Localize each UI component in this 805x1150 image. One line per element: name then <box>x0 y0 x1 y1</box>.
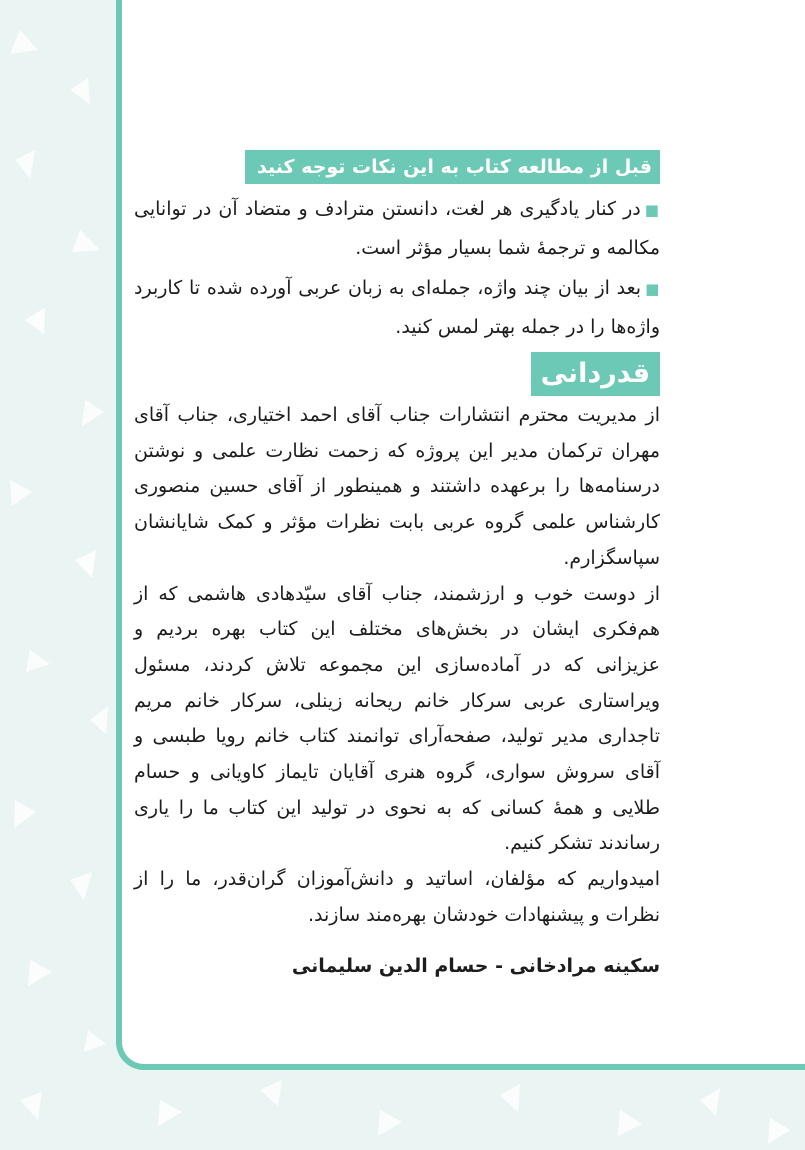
note-item <box>134 269 660 346</box>
note-item <box>134 190 660 267</box>
notes-heading: قبل از مطالعه کتاب به این نکات توجه کنید <box>245 150 660 184</box>
authors-signature: سکینه مرادخانی - حسام الدین سلیمانی <box>291 954 660 977</box>
thanks-paragraph: از دوست خوب و ارزشمند، جناب آقای سیّدهادی هاشمی که از هم‌فکری ایشان در بخش‌های مختلف این کتاب بهره بردیم و عزیزانی که در آماده‌سازی این مجموعه تلاش کردند، مسئول ویراستاری عربی سرکار خانم ریحانه زینلی، سرکار خانم مریم تاجداری مدیر تولید، صفحه‌آرای توانمند کتاب خانم رویا طبسی و آقای سروش سواری، گروه هنری آقایان تایماز کاویانی و حسام طلایی و همهٔ کسانی که به نحوی در تولید این کتاب ما را یاری رساندند تشکر کنیم. <box>134 582 660 855</box>
thanks-heading: قدردانی <box>531 352 660 396</box>
note-text: در کنار یادگیری هر لغت، دانستن مترادف و متضاد آن در توانایی مکالمه و ترجمهٔ شما بسیار مؤثر است. <box>134 198 660 259</box>
square-bullet-icon: ■ <box>644 201 660 219</box>
thanks-paragraph: امیدواریم که مؤلفان، اساتید و دانش‌آموزان گران‌قدر، ما را از نظرات و پیشنهادات خودشان بهره‌مند سازند. <box>134 868 660 926</box>
page-content <box>134 150 660 984</box>
square-bullet-icon: ■ <box>645 280 660 298</box>
thanks-paragraph: از مدیریت محترم انتشارات جناب آقای احمد اختیاری، جناب آقای مهران ترکمان مدیر این پروژه که زحمت نظارت علمی و نوشتن درسنامه‌ها را برعهده داشتند و همینطور از آقای حسین منصوری کارشناس علمی گروه عربی بابت نظرات مؤثر و کمک شایانشان سپاسگزارم. <box>134 404 660 569</box>
note-text: بعد از بیان چند واژه، جمله‌ای به زبان عربی آورده شده تا کاربرد واژه‌ها را در جمله بهتر لمس کنید. <box>134 277 660 338</box>
